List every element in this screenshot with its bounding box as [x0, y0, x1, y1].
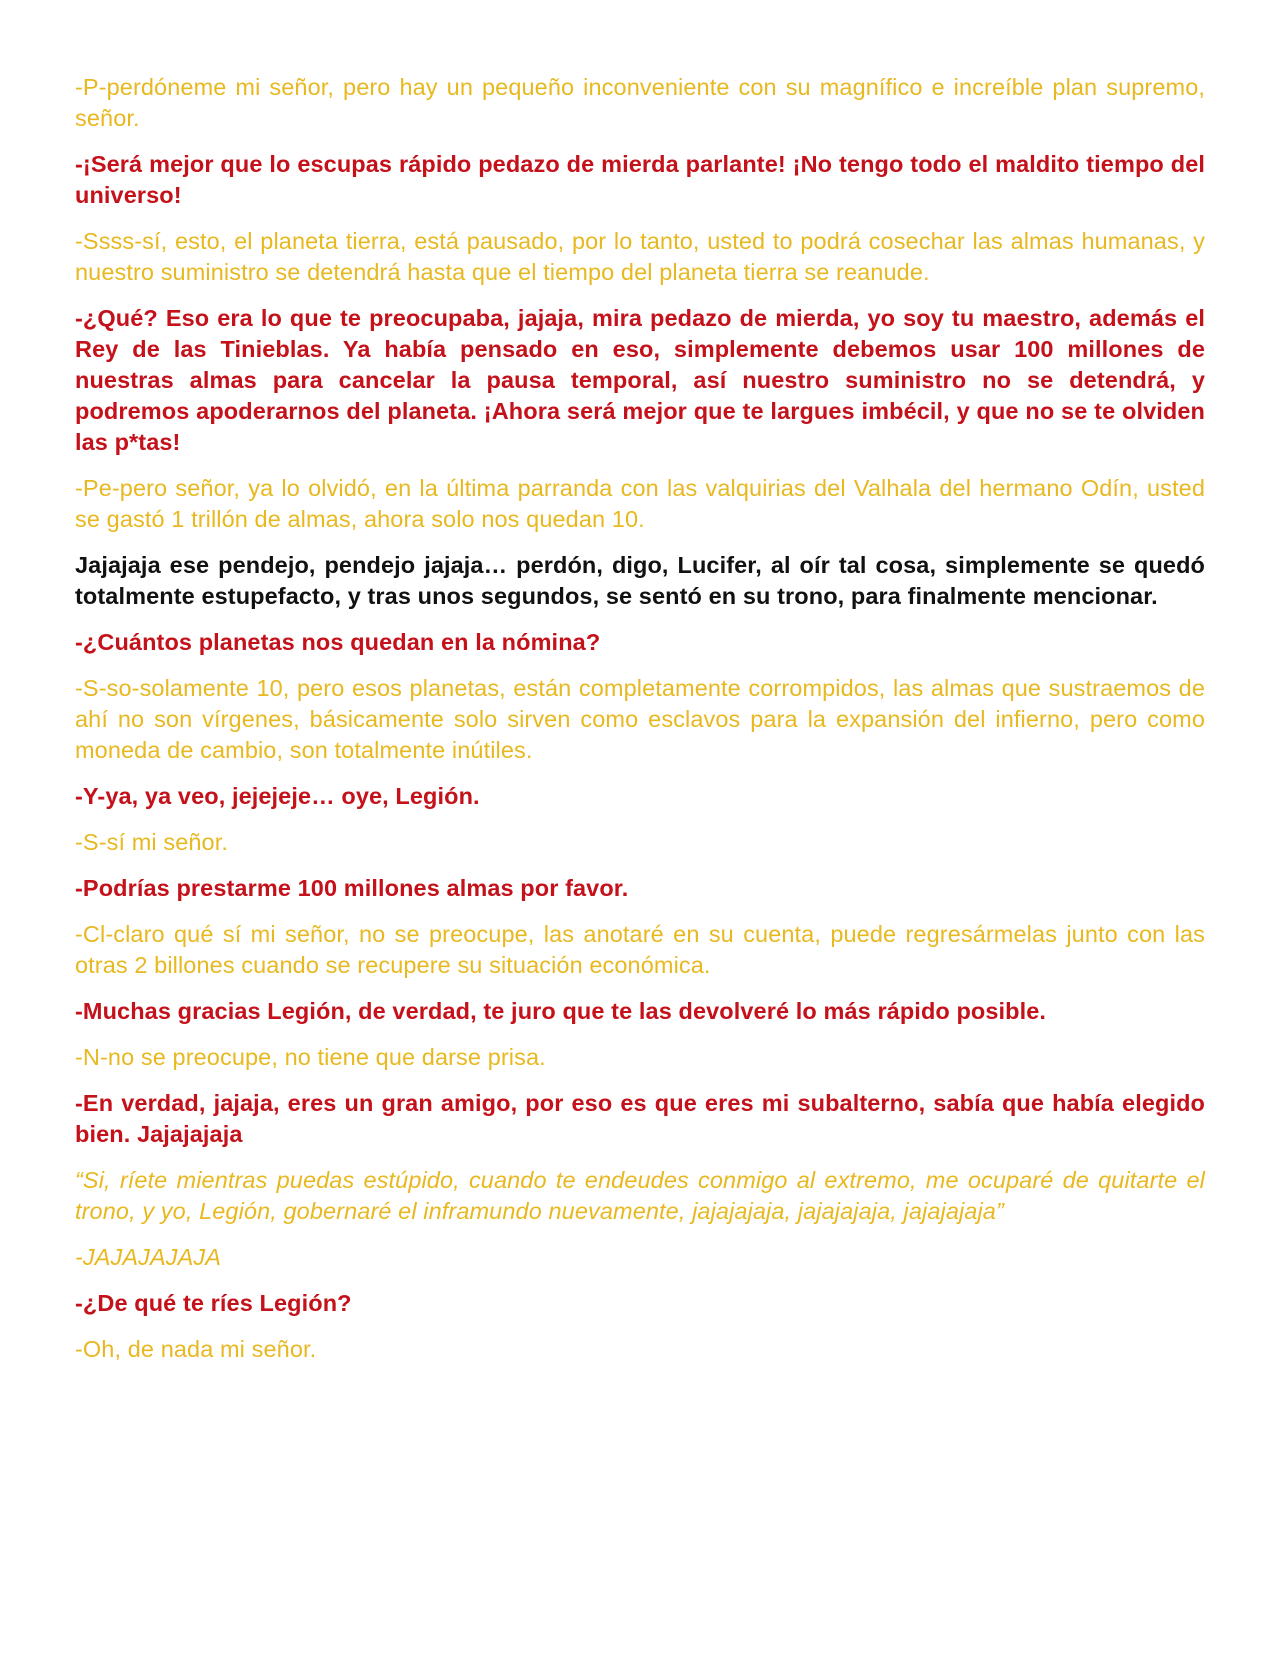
dialogue-line-legion: -Pe-pero señor, ya lo olvidó, en la última parranda con las valquirias del Valhala del hermano Odín, usted se gastó 1 trillón de almas, ahora solo nos quedan 10. — [75, 475, 1205, 532]
dialogue-line-lucifer: -¡Será mejor que lo escupas rápido pedazo de mierda parlante! ¡No tengo todo el maldito tiempo del universo! — [75, 151, 1205, 208]
dialogue-line-lucifer: -En verdad, jajaja, eres un gran amigo, por eso es que eres mi subalterno, sabía que había elegido bien. Jajajajaja — [75, 1090, 1205, 1147]
inner-thought-legion: “Si, ríete mientras puedas estúpido, cuando te endeudes conmigo al extremo, me ocuparé de quitarte el trono, y yo, Legión, gobernaré el inframundo nuevamente, jajajajaja, jajajajaja, jajajajaja” — [75, 1167, 1205, 1224]
inner-thought-legion: -JAJAJAJAJA — [75, 1244, 222, 1270]
document-page — [75, 72, 1205, 1380]
dialogue-line-legion: -Oh, de nada mi señor. — [75, 1336, 317, 1362]
dialogue-line-lucifer: -¿Qué? Eso era lo que te preocupaba, jajaja, mira pedazo de mierda, yo soy tu maestro, además el Rey de las Tinieblas. Ya había pensado en eso, simplemente debemos usar 100 millones de nuestras almas para cancelar la pausa temporal, así nuestro suministro no se detendrá, y podremos apoderarnos del planeta. ¡Ahora será mejor que te largues imbécil, y que no se te olviden las p*tas! — [75, 305, 1205, 455]
dialogue-line-legion: -Ssss-sí, esto, el planeta tierra, está pausado, por lo tanto, usted to podrá cosechar las almas humanas, y nuestro suministro se detendrá hasta que el tiempo del planeta tierra se reanude. — [75, 228, 1205, 285]
narration-paragraph: Jajajaja ese pendejo, pendejo jajaja… perdón, digo, Lucifer, al oír tal cosa, simplemente se quedó totalmente estupefacto, y tras unos segundos, se sentó en su trono, para finalmente mencionar. — [75, 552, 1205, 609]
dialogue-line-lucifer: -Podrías prestarme 100 millones almas por favor. — [75, 875, 629, 901]
dialogue-line-legion: -S-sí mi señor. — [75, 829, 228, 855]
dialogue-line-legion: -N-no se preocupe, no tiene que darse prisa. — [75, 1044, 546, 1070]
dialogue-line-legion: -Cl-claro qué sí mi señor, no se preocupe, las anotaré en su cuenta, puede regresármelas junto con las otras 2 billones cuando se recupere su situación económica. — [75, 921, 1205, 978]
dialogue-line-legion: -S-so-solamente 10, pero esos planetas, están completamente corrompidos, las almas que sustraemos de ahí no son vírgenes, básicamente solo sirven como esclavos para la expansión del infierno, pero como moneda de cambio, son totalmente inútiles. — [75, 675, 1205, 763]
dialogue-line-legion: -P-perdóneme mi señor, pero hay un pequeño inconveniente con su magnífico e increíble plan supremo, señor. — [75, 74, 1205, 131]
dialogue-line-lucifer: -¿De qué te ríes Legión? — [75, 1290, 352, 1316]
dialogue-line-lucifer: -Y-ya, ya veo, jejejeje… oye, Legión. — [75, 783, 480, 809]
dialogue-line-lucifer: -¿Cuántos planetas nos quedan en la nómina? — [75, 629, 601, 655]
dialogue-line-lucifer: -Muchas gracias Legión, de verdad, te juro que te las devolveré lo más rápido posible. — [75, 998, 1047, 1024]
